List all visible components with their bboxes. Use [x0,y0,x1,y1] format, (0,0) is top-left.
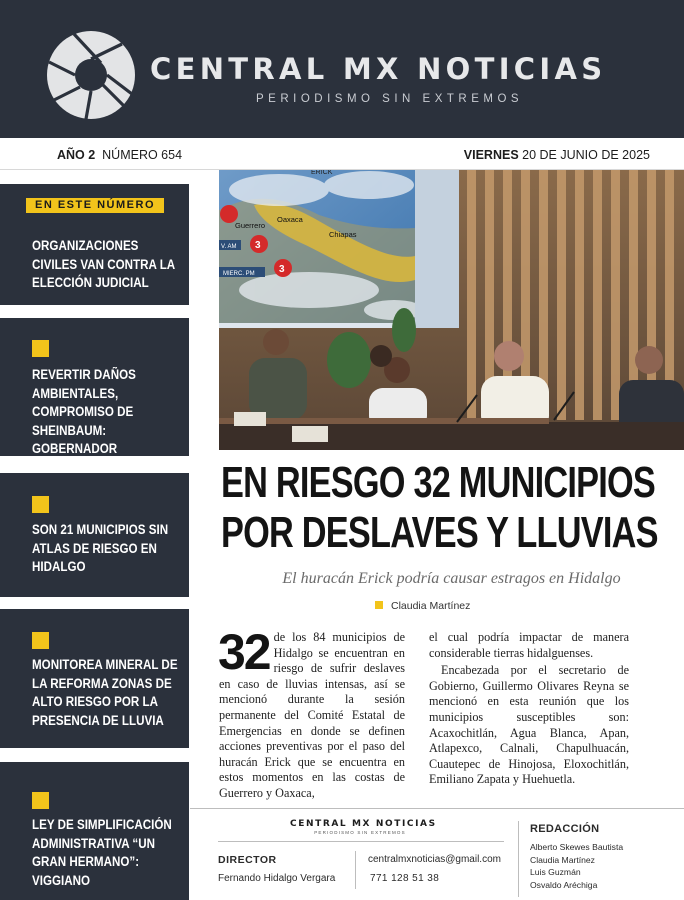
column-2-paragraph: Encabezada por el secretario de Gobierno, Guillermo Olivares Reyna se mencionó en esta reunión que los municipios susceptibles son: Acaxochitlán, Agua Blanca, Apan, Atlapexco, Calnali, Chapulhuacán, Cuautepec de Hinojosa, Eloxochitlán, Emiliano Zapata y Huehuetla. [429,663,629,787]
marker-label: 3 [279,264,285,275]
dropcap: 32 [218,624,270,680]
masthead [0,0,684,138]
marker-label: 3 [255,240,261,251]
footer-logo [290,819,437,835]
footer-logo-tagline: PERIODISMO SIN EXTREMOS [314,830,406,835]
footer-logo-title: CENTRAL MX NOTICIAS [290,819,437,829]
storm-marker [220,205,238,223]
map-tag: V. AM [221,244,237,250]
lead-photo [219,170,684,450]
contact-email[interactable]: centralmxnoticias@gmail.com [368,854,501,865]
director-heading: DIRECTOR [218,854,277,866]
sidebar-item-text: ORGANIZACIONES CIVILES VAN CONTRA LA ELECCIÓN JUDICIAL [32,238,175,290]
masthead-tagline: PERIODISMO SIN EXTREMOS [256,93,524,105]
sidebar-item[interactable] [0,184,189,305]
date-text: 20 DE JUNIO DE 2025 [522,148,650,162]
masthead-title: CENTRAL MX NOTICIAS [150,52,607,86]
byline [375,600,470,612]
author-name: Claudia Martínez [391,600,471,612]
map-label-oaxaca: Oaxaca [277,215,303,224]
issue-label: NÚMERO 654 [102,148,183,162]
sidebar-item-text: REVERTIR DAÑOS AMBIENTALES, COMPROMISO DE SHEINBAUM: GOBERNADOR [32,367,136,456]
sidebar-item[interactable] [0,762,189,900]
staff-name: Osvaldo Aréchiga [530,879,598,890]
camera-aperture-icon [46,30,136,120]
staff-heading: REDACCIÓN [530,823,600,835]
in-this-issue-sidebar [0,170,190,900]
bullet-square-icon [32,496,49,513]
staff-name: Luis Guzmán [530,867,581,877]
issue-info-bar [0,138,684,170]
issue-number [57,148,182,162]
contact-phone[interactable]: 771 128 51 38 [370,873,440,884]
staff-list [530,841,623,891]
map-label-chiapas: Chiapas [329,230,357,239]
map-label-guerrero: Guerrero [235,221,266,230]
staff-name: Alberto Skewes Bautista [530,842,624,852]
bullet-square-icon [32,792,49,809]
sidebar-item[interactable] [0,473,189,597]
bullet-square-icon [32,340,49,357]
staff-name: Claudia Martínez [530,854,595,865]
director-name: Fernando Hidalgo Vergara [218,873,336,884]
bullet-square-icon [32,632,49,649]
colophon [190,808,684,900]
article-column-2 [429,630,629,788]
article-headline: EN RIESGO 32 MUNICIPIOS POR DESLAVES Y LLUVIAS [221,458,658,557]
column-2-paragraph: el cual podría impactar de manera considerable tierras hidalguenses. [429,630,629,660]
byline-square-icon [375,601,383,609]
map-label-top: ERICK [311,170,333,176]
sidebar-item[interactable] [0,318,189,456]
divider [355,851,356,889]
article-deck: El huracán Erick podría causar estragos en Hidalgo [282,570,621,587]
divider [218,841,504,842]
year-label: AÑO 2 [57,148,96,162]
meeting-photo-illustration [219,170,684,450]
article-column-1 [218,624,405,802]
sidebar-item-text: MONITOREA MINERAL DE LA REFORMA ZONAS DE ALTO RIESGO POR LA PRESENCIA DE LLUVIA [32,657,178,728]
sidebar-item-text: SON 21 MUNICIPIOS SIN ATLAS DE RIESGO EN HIDALGO [32,522,169,574]
issue-date [464,148,650,162]
weekday: VIERNES [463,148,519,162]
sidebar-item[interactable] [0,609,189,748]
divider [518,821,519,897]
map-tag: MIERC. PM [223,271,255,277]
column-1-text: de los 84 municipios de Hidalgo se encuentran en riesgo de sufrir deslaves en caso de lluvias intensas, así se mencionó durante la sesión permanente del Comité Estatal de Emergencias en donde se definen acciones preventivas por el paso del huracán Erick que se encuentra en estos momentos en las costas de Guerrero y Oaxaca, [219,630,405,800]
section-label: EN ESTE NÚMERO [26,198,164,213]
sidebar-item-text: LEY DE SIMPLIFICACIÓN ADMINISTRATIVA “UN GRAN HERMANO”: VIGGIANO [32,817,172,888]
